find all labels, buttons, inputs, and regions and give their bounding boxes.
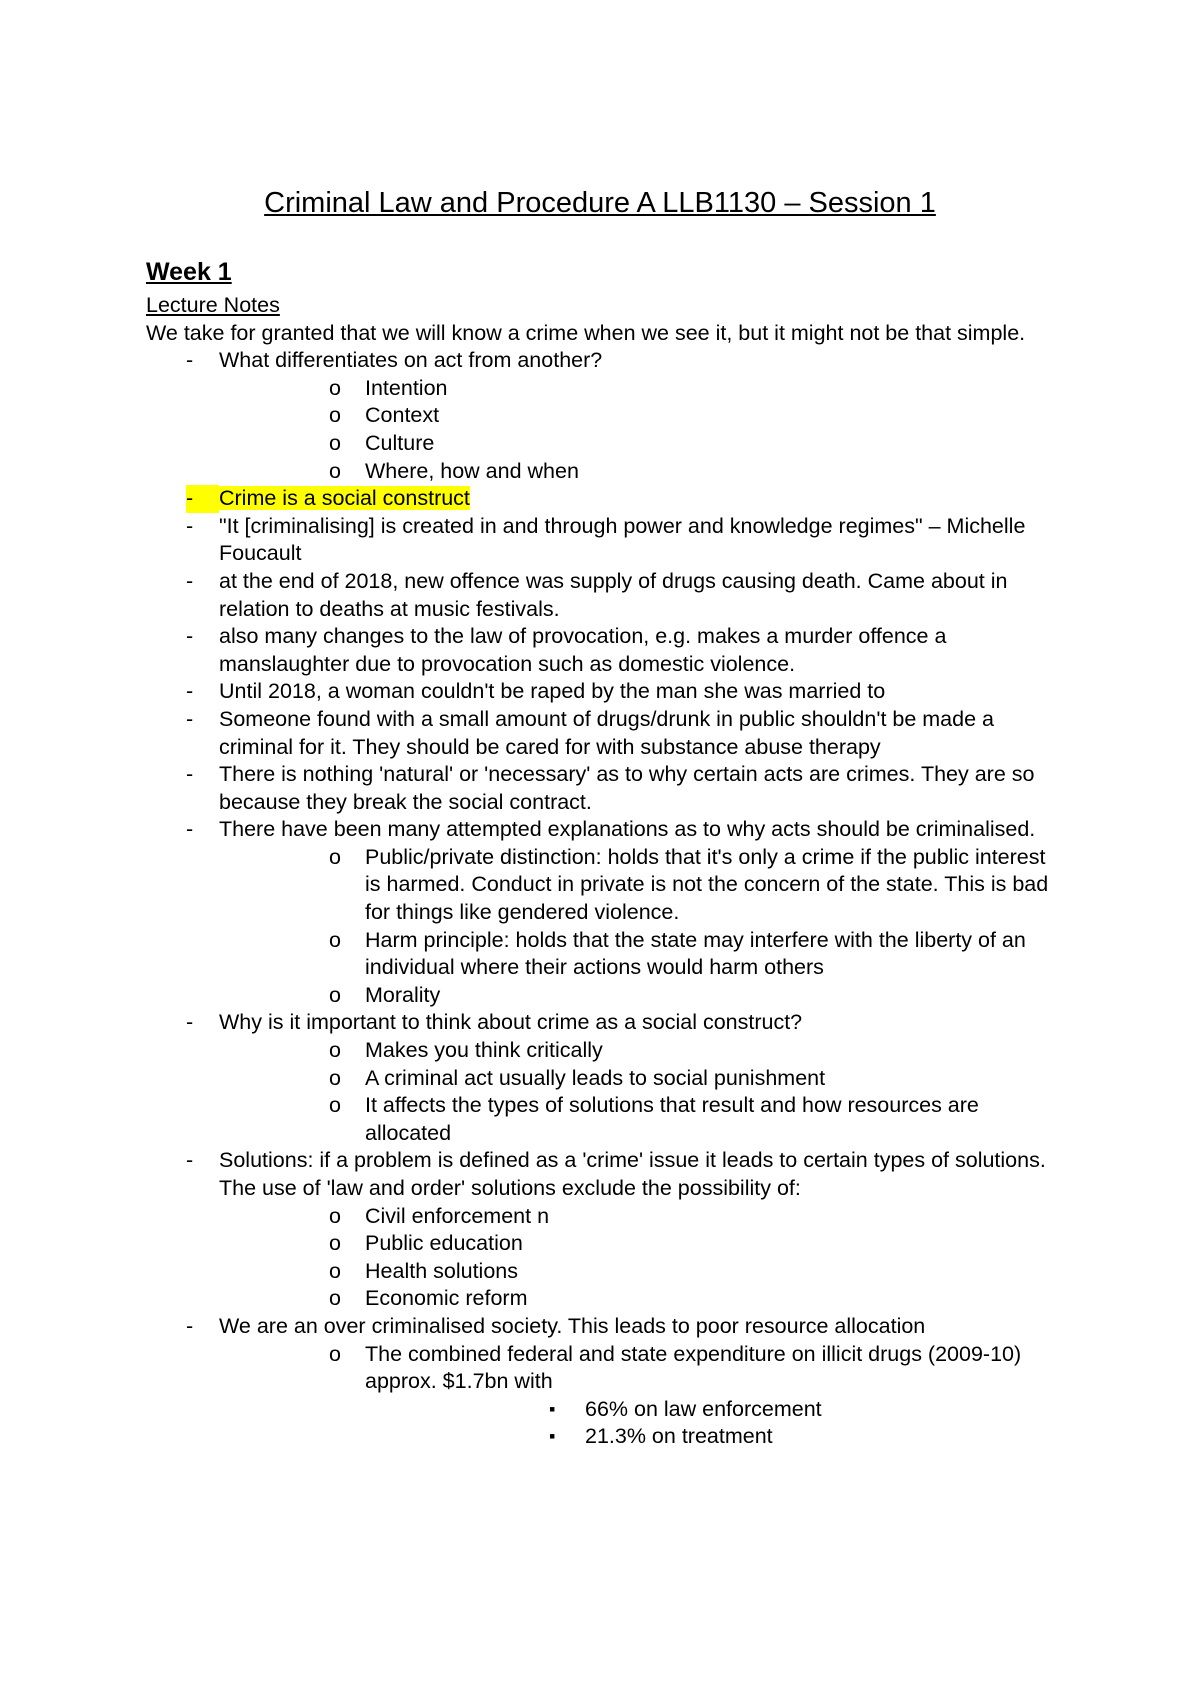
list-item-text: We are an over criminalised society. This leads to poor resource allocation bbox=[219, 1313, 926, 1338]
sub-list-item: o Context bbox=[219, 402, 1066, 430]
sub-list-item: o Economic reform bbox=[219, 1285, 1066, 1313]
list-item-highlighted bbox=[146, 485, 1066, 513]
list-item bbox=[146, 347, 1066, 485]
sub-sub-list-item: ▪ 21.3% on treatment bbox=[365, 1423, 1066, 1451]
sub-sub-list bbox=[365, 1396, 1066, 1451]
sub-list-item: o Harm principle: holds that the state may interfere with the liberty of an individual where their actions would harm others bbox=[219, 927, 1066, 982]
sub-list-item: o Health solutions bbox=[219, 1258, 1066, 1286]
sub-list-item: o Where, how and when bbox=[219, 458, 1066, 486]
highlighted-text: Crime is a social construct bbox=[219, 486, 470, 511]
list-item: - Until 2018, a woman couldn't be raped by the man she was married to bbox=[146, 678, 1066, 706]
sub-sub-list-item: ▪ 66% on law enforcement bbox=[365, 1396, 1066, 1424]
sub-list-item: o Morality bbox=[219, 982, 1066, 1010]
sub-list-item: o It affects the types of solutions that result and how resources are allocated bbox=[219, 1092, 1066, 1147]
list-item bbox=[146, 1147, 1066, 1313]
list-item-text: Why is it important to think about crime as a social construct? bbox=[219, 1010, 803, 1035]
sub-list-item: o Culture bbox=[219, 430, 1066, 458]
list-item: - at the end of 2018, new offence was supply of drugs causing death. Came about in relation to deaths at music festivals. bbox=[146, 568, 1066, 623]
document-title: Criminal Law and Procedure A LLB1130 – Session 1 bbox=[264, 187, 936, 219]
sub-list-item bbox=[219, 1341, 1066, 1451]
list-item: - There is nothing 'natural' or 'necessary' as to why certain acts are crimes. They are so because they break the social contract. bbox=[146, 761, 1066, 816]
list-item: - also many changes to the law of provocation, e.g. makes a murder offence a manslaughter due to provocation such as domestic violence. bbox=[146, 623, 1066, 678]
sub-list bbox=[219, 1037, 1066, 1147]
list-item bbox=[146, 816, 1066, 1009]
document-body bbox=[146, 292, 1066, 1451]
week-heading: Week 1 bbox=[146, 258, 232, 286]
sub-list-item: o Public education bbox=[219, 1230, 1066, 1258]
list-item-text: Solutions: if a problem is defined as a 'crime' issue it leads to certain types of solutions. The use of 'law and order' solutions exclude the possibility of: bbox=[219, 1148, 1046, 1200]
sub-list-item: o A criminal act usually leads to social punishment bbox=[219, 1065, 1066, 1093]
sub-list-item: o Intention bbox=[219, 375, 1066, 403]
sub-list-item-text: The combined federal and state expenditure on illicit drugs (2009-10) approx. $1.7bn with bbox=[365, 1341, 1022, 1394]
sub-list-item: o Public/private distinction: holds that it's only a crime if the public interest is harmed. Conduct in private is not the concern of the state. This is bad for things like gendered violence. bbox=[219, 844, 1066, 927]
list-item-text: What differentiates on act from another? bbox=[219, 348, 603, 373]
list-item: - Someone found with a small amount of drugs/drunk in public shouldn't be made a criminal for it. They should be cared for with substance abuse therapy bbox=[146, 706, 1066, 761]
sub-list bbox=[219, 844, 1066, 1010]
section-heading: Lecture Notes bbox=[146, 293, 280, 317]
sub-list bbox=[219, 375, 1066, 485]
list-item: - "It [criminalising] is created in and through power and knowledge regimes" – Michelle Foucault bbox=[146, 513, 1066, 568]
sub-list-item: o Makes you think critically bbox=[219, 1037, 1066, 1065]
list-item bbox=[146, 1313, 1066, 1451]
sub-list bbox=[219, 1341, 1066, 1451]
list-item bbox=[146, 1009, 1066, 1147]
intro-paragraph: We take for granted that we will know a crime when we see it, but it might not be that simple. bbox=[146, 320, 1026, 345]
sub-list bbox=[219, 1203, 1066, 1313]
notes-list bbox=[146, 347, 1066, 1451]
list-item-text: There have been many attempted explanations as to why acts should be criminalised. bbox=[219, 817, 1036, 842]
sub-list-item: o Civil enforcement n bbox=[219, 1203, 1066, 1231]
